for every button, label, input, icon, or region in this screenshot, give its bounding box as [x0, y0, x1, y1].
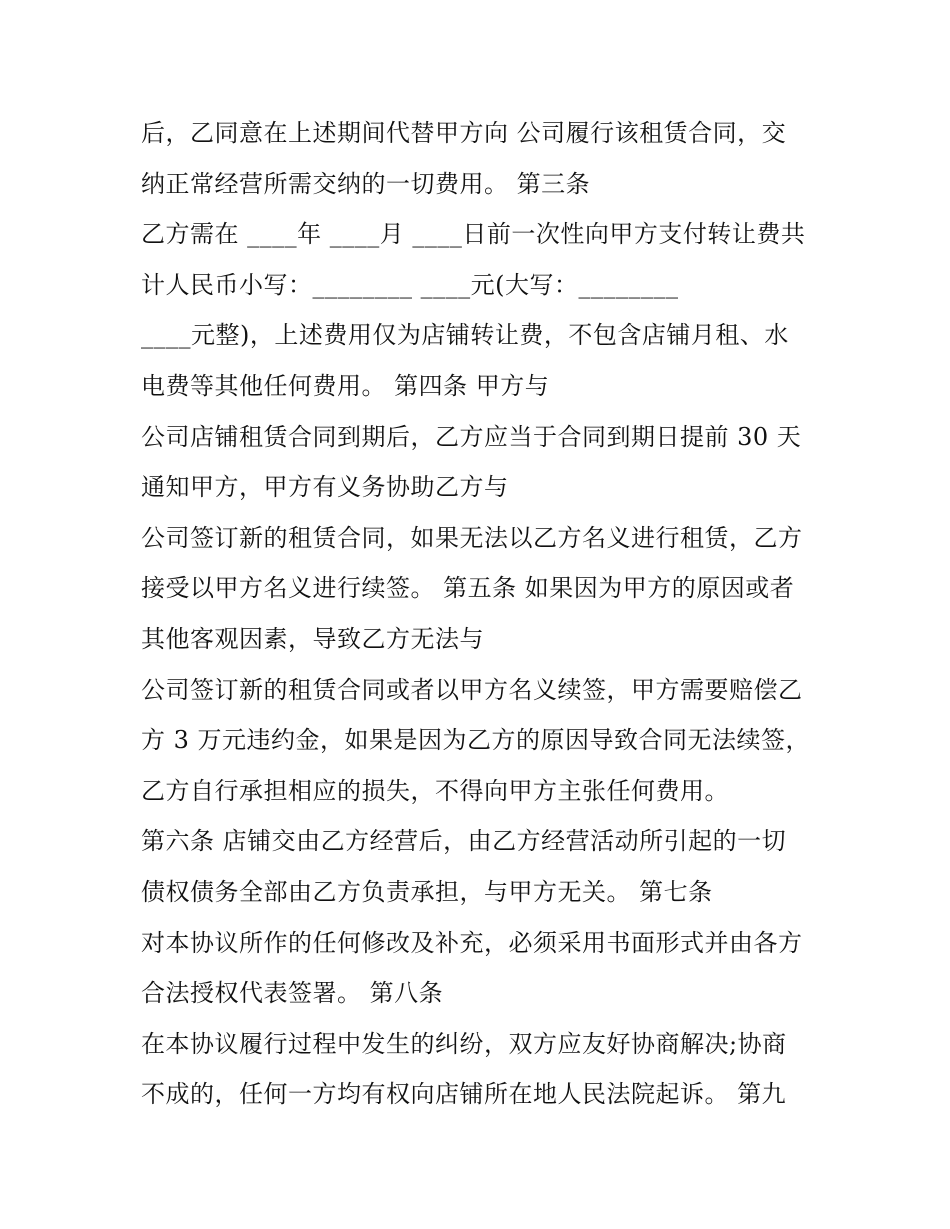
text-line-2: 纳正常经营所需交纳的一切费用。 第三条	[141, 169, 591, 198]
text-line-9: 公司签订新的租赁合同，如果无法以乙方名义进行租赁，乙方	[141, 523, 803, 552]
text-line-10: 接受以甲方名义进行续签。 第五条 如果因为甲方的原因或者	[141, 574, 795, 603]
text-line-14: 乙方自行承担相应的损失，不得向甲方主张任何费用。	[141, 776, 729, 805]
text-line-4: 计人民币小写：________ ____元(大写：________	[141, 270, 679, 299]
text-line-6: 电费等其他任何费用。 第四条 甲方与	[141, 371, 550, 400]
text-line-15: 第六条 店铺交由乙方经营后，由乙方经营活动所引起的一切	[141, 827, 787, 856]
text-line-12: 公司签订新的租赁合同或者以甲方名义续签，甲方需要赔偿乙	[141, 675, 803, 704]
text-line-11: 其他客观因素，导致乙方无法与	[141, 624, 484, 653]
text-line-19: 在本协议履行过程中发生的纠纷，双方应友好协商解决;协商	[141, 1029, 787, 1058]
text-line-3: 乙方需在 ____年 ____月 ____日前一次性向甲方支付转让费共	[141, 220, 806, 249]
text-line-1: 后，乙同意在上述期间代替甲方向 公司履行该租赁合同，交	[141, 119, 787, 147]
text-line-20: 不成的，任何一方均有权向店铺所在地人民法院起诉。 第九	[141, 1080, 787, 1109]
text-line-5: ____元整)，上述费用仅为店铺转让费，不包含店铺月租、水	[141, 321, 789, 350]
text-line-16: 债权债务全部由乙方负责承担，与甲方无关。 第七条	[141, 877, 713, 906]
text-line-7: 公司店铺租赁合同到期后，乙方应当于合同到期日提前 30 天	[141, 422, 802, 451]
text-line-8: 通知甲方，甲方有义务协助乙方与	[141, 473, 509, 502]
text-line-17: 对本协议所作的任何修改及补充，必须采用书面形式并由各方	[141, 928, 803, 957]
contract-text-body	[141, 108, 821, 1120]
text-line-13: 方 3 万元违约金，如果是因为乙方的原因导致合同无法续签，	[141, 726, 811, 755]
text-line-18: 合法授权代表签署。 第八条	[141, 979, 444, 1008]
